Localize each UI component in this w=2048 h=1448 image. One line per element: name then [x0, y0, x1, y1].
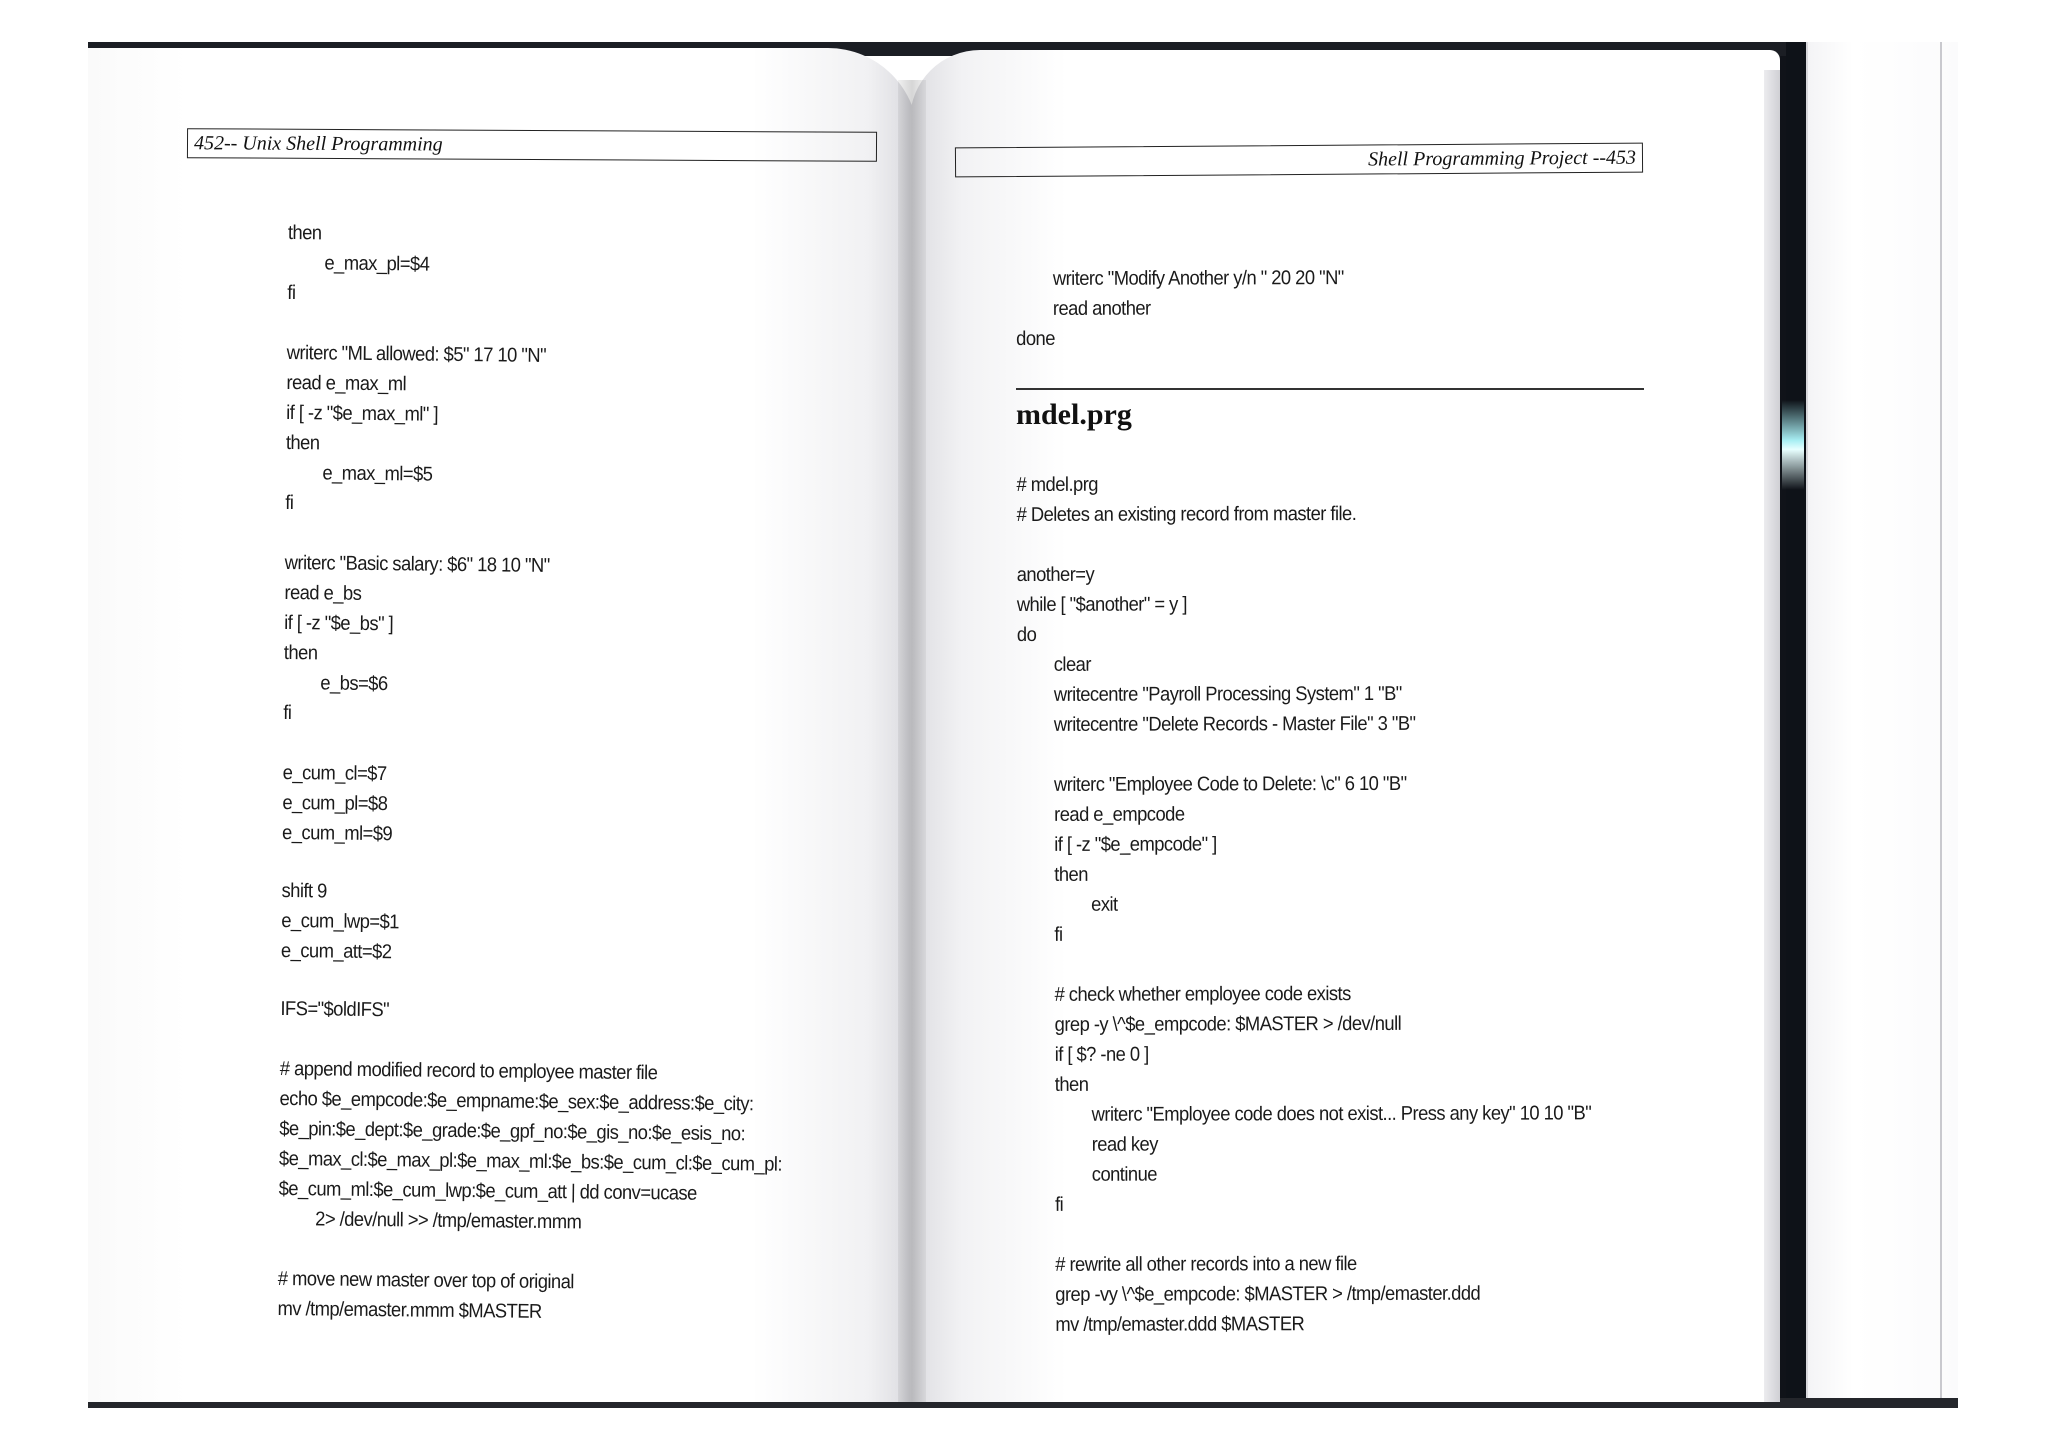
code-line: read another [1052, 297, 1151, 320]
code-comment: # move new master over top of original [277, 1267, 574, 1294]
adjacent-sheet-edge [1940, 42, 1942, 1404]
code-line: shift 9 [281, 879, 327, 903]
code-line: $e_max_cl:$e_max_pl:$e_max_ml:$e_bs:$e_cum_cl:$e_cum_pl: [278, 1147, 783, 1176]
code-line: then [1054, 863, 1088, 886]
code-line: fi [287, 281, 296, 305]
section-divider [1016, 388, 1644, 390]
code-comment: # mdel.prg [1016, 473, 1098, 496]
code-line: read e_bs [284, 581, 362, 605]
code-line: e_max_pl=$4 [324, 252, 430, 276]
code-line: grep -y \^$e_empcode: $MASTER > /dev/null [1054, 1012, 1402, 1036]
code-comment: # Deletes an existing record from master file. [1016, 503, 1357, 526]
light-reflection [1782, 400, 1804, 490]
background-desk-gap [1786, 42, 1806, 1404]
code-line: continue [1091, 1163, 1157, 1186]
code-line: fi [1055, 1193, 1064, 1216]
code-line: if [ $? -ne 0 ] [1054, 1043, 1149, 1066]
code-line: e_cum_ml=$9 [282, 821, 393, 846]
code-line: echo $e_empcode:$e_empname:$e_sex:$e_address:$e_city: [279, 1087, 754, 1116]
book-gutter [898, 80, 926, 1402]
right-running-header: Shell Programming Project --453 [955, 143, 1643, 178]
code-line: read e_empcode [1054, 803, 1185, 826]
code-line: writerc "Modify Another y/n " 20 20 "N" [1052, 267, 1344, 290]
code-line: then [1054, 1073, 1089, 1096]
code-line: writecentre "Delete Records - Master File" 3 "B" [1053, 712, 1416, 736]
code-line: another=y [1016, 563, 1095, 586]
code-line: grep -vy \^$e_empcode: $MASTER > /tmp/emaster.ddd [1055, 1282, 1481, 1306]
code-line: e_cum_cl=$7 [282, 761, 387, 786]
code-line: writerc "Employee Code to Delete: \c" 6 10 "B" [1054, 772, 1407, 796]
code-line: do [1016, 623, 1037, 646]
code-line: e_cum_att=$2 [280, 939, 392, 964]
code-line: e_bs=$6 [320, 672, 388, 696]
right-page-stack-edge [1764, 70, 1780, 1402]
code-line: if [ -z "$e_bs" ] [284, 611, 394, 636]
code-line: then [285, 431, 320, 455]
code-line: fi [283, 701, 292, 725]
code-line: writerc "Basic salary: $6" 18 10 "N" [284, 551, 550, 577]
code-comment: # rewrite all other records into a new file [1055, 1253, 1357, 1276]
code-line: e_cum_lwp=$1 [281, 909, 400, 934]
code-line: writerc "Employee code does not exist... Press any key" 10 10 "B" [1091, 1102, 1592, 1126]
adjacent-sheet [1806, 42, 1958, 1404]
code-line: then [287, 222, 322, 245]
code-line: read key [1091, 1133, 1158, 1156]
code-line: writecentre "Payroll Processing System" 1 "B" [1053, 682, 1402, 706]
code-line: exit [1091, 893, 1118, 916]
code-line: fi [285, 491, 294, 515]
left-code-listing [277, 222, 830, 1328]
code-line: IFS="$oldIFS" [280, 997, 390, 1022]
code-line: done [1016, 327, 1055, 350]
code-comment: # check whether employee code exists [1054, 983, 1351, 1006]
code-line: $e_cum_ml:$e_cum_lwp:$e_cum_att | dd conv=ucase [278, 1177, 697, 1205]
code-line: $e_pin:$e_dept:$e_grade:$e_gpf_no:$e_gis_no:$e_esis_no: [279, 1117, 746, 1146]
code-line: e_max_ml=$5 [322, 462, 433, 486]
code-line: e_cum_pl=$8 [282, 791, 388, 816]
code-line: fi [1054, 923, 1063, 946]
code-comment: # append modified record to employee master file [279, 1057, 658, 1085]
code-line: mv /tmp/emaster.mmm $MASTER [277, 1297, 542, 1323]
section-title: mdel.prg [1016, 398, 1132, 431]
code-line: if [ -z "$e_empcode" ] [1054, 833, 1217, 856]
code-line: while [ "$another" = y ] [1016, 593, 1187, 616]
code-line: 2> /dev/null >> /tmp/emaster.mmm [315, 1208, 582, 1234]
code-line: if [ -z "$e_max_ml" ] [286, 401, 439, 426]
code-line: then [283, 641, 318, 665]
code-line: clear [1053, 653, 1091, 676]
code-line: writerc "ML allowed: $5" 17 10 "N" [286, 341, 547, 367]
code-line: read e_max_ml [286, 371, 407, 396]
left-running-header: 452-- Unix Shell Programming [187, 128, 877, 162]
code-line: mv /tmp/emaster.ddd $MASTER [1055, 1313, 1305, 1336]
